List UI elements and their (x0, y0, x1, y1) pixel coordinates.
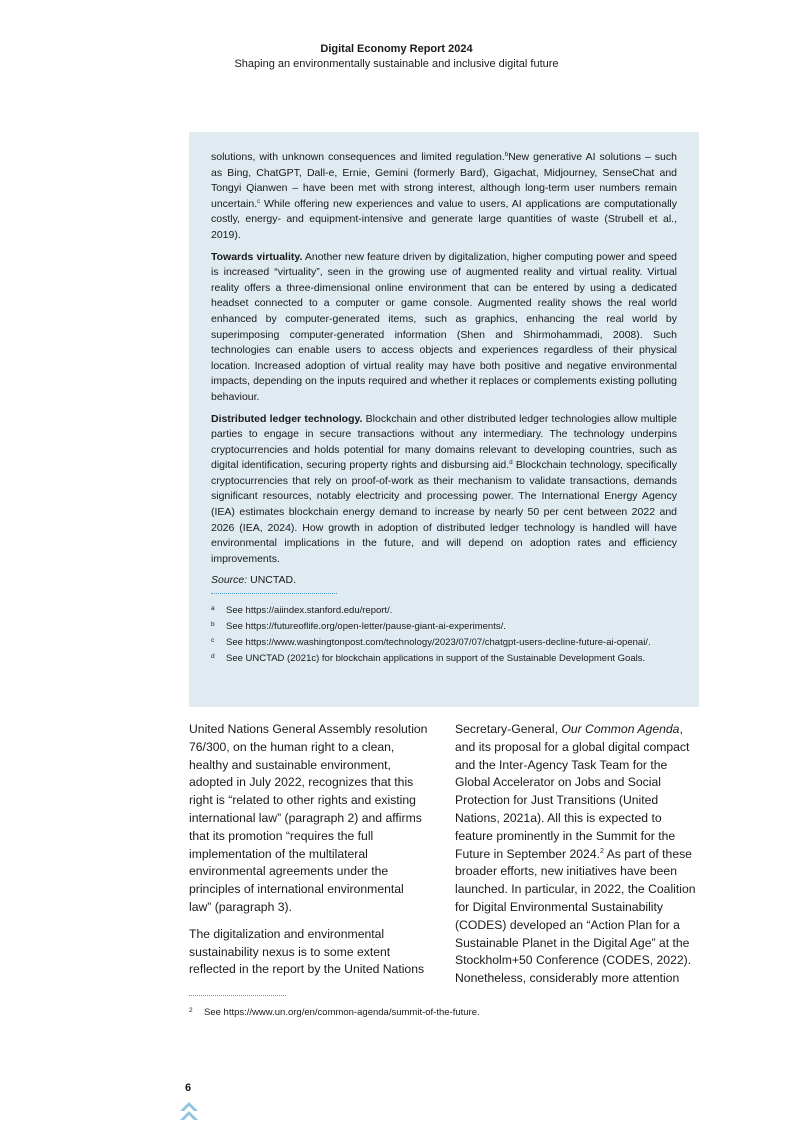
footnote-ref-b: b (504, 152, 509, 158)
body-column-right (455, 721, 701, 997)
body-column-left (189, 721, 429, 988)
body-paragraph: The digitalization and environmental sustainability nexus is to some extent reflected in the report by the United Nations (189, 926, 425, 977)
page-footnote: 2 See https://www.un.org/en/common-agenda/summit-of-the-future. (189, 1007, 480, 1018)
footnote-ref-2: 2 (599, 847, 604, 855)
page-footnote-divider (189, 995, 286, 996)
box-paragraph-ai: solutions, with unknown consequences and limited regulation.$^b$New generative AI solutions – such as Bing, ChatGPT, Dall-e, Ernie, Gemini (formerly Bard), Gigachat, Midjourney, SenseChat and Tongyi Qianwen – have been met with strong interest, although long-term user numbers remain uncertain.$^c$ While offering new experiences and value to users, AI applications are computationally costly, energy- and equipment-intensive and generate large quantities of waste (Strubell et al., 2019). (211, 151, 677, 241)
ledger-heading: Distributed ledger technology. (211, 412, 363, 425)
footnote-ref-d: d (509, 460, 513, 467)
box-paragraph-virtuality: Towards virtuality. Another new feature driven by digitalization, higher computing power and speed is increased “virtuality”, seen in the growing use of augmented reality and virtual reality. Virtual reality offers a three-dimensional online environment that can be entered by using a dedicated headset connected to a computer or game console. Augmented reality shows the real world enhanced by computer-generated items, such as graphics, enhancing the real world by superimposing computer-generated information (Shen and Shirmohammadi, 2008). Such technologies can enable users to access objects and experiences regardless of their physical location. Increased adoption of virtual reality may have both positive and negative environmental impacts, depending on the inputs required and whether it replaces or complements existing polluting behaviour. (211, 250, 677, 403)
report-title: Digital Economy Report 2024 (320, 43, 473, 55)
report-subtitle: Shaping an environmentally sustainable and inclusive digital future (234, 58, 559, 70)
box-footnote: a See https://aiindex.stanford.edu/report/. (211, 605, 393, 617)
page-number: 6 (185, 1082, 192, 1094)
virtuality-heading: Towards virtuality. (211, 250, 303, 263)
box-paragraph-ledger: Distributed ledger technology. Blockchain and other distributed ledger technologies allow multiple parties to engage in secure transactions without any intermediary. The technology underpins cryptocurrencies and holds potential for many domains relevant to developing countries, such as digital identification, securing property rights and disbursing aid.$^d$ Blockchain technology, specifically cryptocurrencies that rely on proof-of-work as their mechanism to validate transactions, demands significant resources, notably electricity and processing power. The International Energy Agency (IEA) estimates blockchain energy demand to increase by nearly 50 per cent between 2022 and 2026 (IEA, 2024). How growth in adoption of distributed ledger technology is handled will have environmental implications in the future, and will depend on adoption rates and efficiency improvements. (211, 412, 677, 565)
body-paragraph: Secretary-General, Our Common Agenda, and its proposal for a global digital compact and the Inter-Agency Task Team for the Global Accelerator on Jobs and Social Protection for Just Transitions (United Nations, 2021a). All this is expected to feature prominently in the Summit for the Future in September 2024.$^2$ As part of these broader efforts, new initiatives have been launched. In particular, in 2022, the Coalition for Digital Environmental Sustainability (CODES) developed an “Action Plan for a Sustainable Planet in the Digital Age” at the Stockholm+50 Conference (CODES, 2022). Nonetheless, considerably more attention (455, 722, 696, 986)
box-footnote: b See https://futureoflife.org/open-letter/pause-giant-ai-experiments/. (211, 621, 506, 633)
footnote-ref-c: c (257, 198, 261, 205)
footnote-divider (211, 593, 337, 594)
boxed-text-panel (189, 132, 699, 707)
box-source: Source: UNCTAD. (211, 574, 296, 587)
running-header (0, 42, 793, 71)
double-chevron-up-icon (178, 1098, 200, 1122)
box-footnote: d See UNCTAD (2021c) for blockchain applications in support of the Sustainable Development Goals. (211, 653, 646, 665)
body-paragraph: United Nations General Assembly resolution 76/300, on the human right to a clean, healthy and sustainable environment, adopted in July 2022, recognizes that this right is “related to other rights and existing international law” (paragraph 2) and affirms that its promotion “requires the full implementation of the multilateral environmental agreements under the principles of international environmental law” (paragraph 3). (189, 722, 428, 914)
common-agenda-title: Our Common Agenda (561, 722, 680, 736)
box-footnote: c See https://www.washingtonpost.com/technology/2023/07/07/chatgpt-users-decline-future-ai-openai/. (211, 637, 651, 649)
